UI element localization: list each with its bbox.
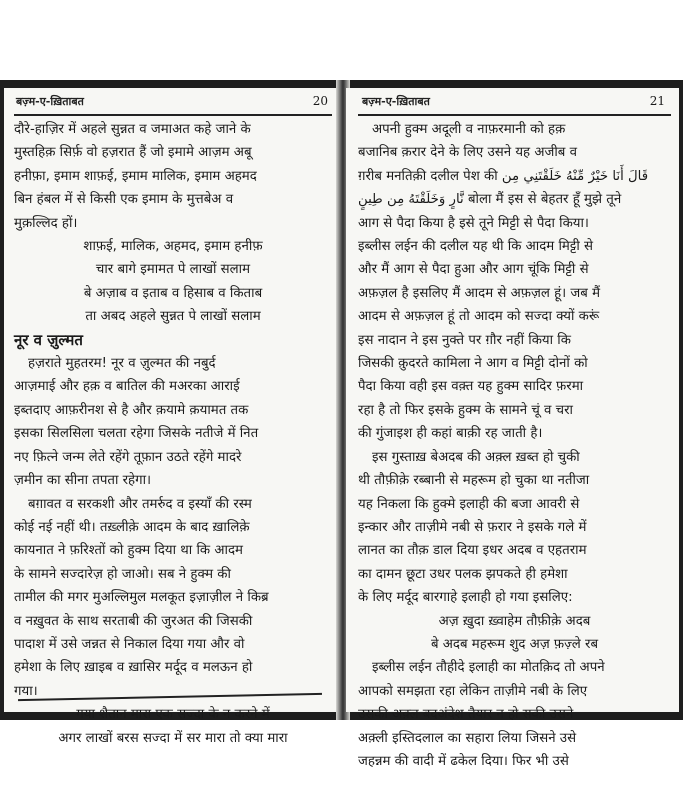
text-line: बग़ावत व सरकशी और तमर्रुद व इस्याँ की रस्म — [28, 496, 252, 512]
page-number: 21 — [649, 94, 665, 108]
left-page — [4, 88, 340, 746]
text-line: का दामन छूटा उधर पलक झपकते ही हमेशा — [358, 566, 568, 582]
text-line: हनीफ़ा, इमाम शाफ़ई, इमाम मालिक, इमाम अहमद — [14, 168, 257, 184]
text-line: पैदा किया वही इस वक़्त यह हुक्म सादिर फ़रमा — [358, 379, 584, 395]
text-line: तामील की मगर मुअल्लिमुल मलकूत इज़ाज़ील ने किब्र — [14, 590, 269, 606]
text-line: इन्कार और ताज़ीमे नबी से फ़रार ने इसके गले में — [358, 519, 587, 535]
text-line: आदम से अफ़ज़ल हूं तो आदम को सज्दा क्यों करूं — [358, 309, 600, 325]
verse-line: गया शैतान मारा एक सज्दा के न करने में — [76, 707, 270, 723]
text-line: نَّارٍ وَخَلَقْتَهُ مِن طِينٍ बोला मैं इस से बेहतर हूँ मुझे तूने — [358, 192, 622, 208]
text-line: गया। — [14, 683, 38, 699]
text-line: आग से पैदा किया है इसे तूने मिट्टी से पैदा किया। — [358, 215, 589, 231]
text-line: इब्लीस लईन तौहीदे इलाही का मोतक़िद तो अपने — [372, 660, 605, 676]
text-line: पादाश में उसे जन्नत से निकाल दिया गया और वो — [14, 636, 245, 652]
running-head: बज़्म-ए-ख़िताबत — [16, 95, 84, 108]
book-spread — [0, 80, 683, 769]
text-line: अक़्ली इस्तिदलाल का सहारा लिया जिसने उसे — [358, 730, 577, 746]
running-head: बज़्म-ए-ख़िताबत — [362, 95, 430, 108]
text-line: के सामने सज्दारेज़ हो जाओ। सब ने हुक्म की — [14, 566, 231, 582]
text-line: इस गुस्ताख़ बेअदब की अक़्ल ख़ब्त हो चुकी — [372, 449, 580, 465]
text-line: लानत का तौक़ डाल दिया इधर अदब व एहतराम — [358, 543, 587, 559]
text-line: आपको समझता रहा लेकिन ताज़ीमे नबी के लिए — [358, 683, 588, 699]
text-line: बिन हंबल में से किसी एक इमाम के मुत्तबेअ व — [14, 192, 234, 208]
right-page — [346, 88, 679, 769]
verse-line: बे अज़ाब व इताब व हिसाब व किताब — [83, 285, 263, 301]
section-heading: नूर व ज़ुल्मत — [14, 330, 83, 349]
text-line: यह निकला कि हुक्मे इलाही की बजा आवरी से — [358, 496, 580, 512]
verse-line: अगर लाखों बरस सज्दा में सर मारा तो क्या मारा — [58, 730, 288, 746]
text-line: मुक़ल्लिद हों। — [14, 215, 78, 231]
text-line: के लिए मर्दूद बारगाहे इलाही हो गया इसलिए: — [358, 590, 573, 606]
text-line: इब्तदाए आफ़रीनश से है और क़यामे क़यामत तक — [14, 402, 249, 418]
text-line: कोई नई नहीं थी। तख़्लीक़े आदम के बाद ख़ालिक़े — [14, 519, 250, 535]
text-line: उसकी अक़्ल बदअंदेश तैयार न हो सकी उसने — [358, 707, 574, 723]
text-line: ग़रीब मनतिक़ी दलील पेश की قَالَ أَنَا خَيْرٌ مِّنْهُ خَلَقْتَنِي مِن — [358, 168, 649, 184]
text-line: इसका सिलसिला चलता रहेगा जिसके नतीजे में नित — [14, 426, 259, 442]
text-line: मुस्तहिक़ सिर्फ़ वो हज़रात हैं जो इमामे आज़म अबू — [14, 145, 252, 161]
text-line: जहन्नम की वादी में ढकेल दिया। फिर भी उसे — [358, 753, 569, 769]
text-line: रहा है तो फिर इसके हुक्म के सामने चूं व चरा — [358, 402, 573, 418]
verse-line: ता अबद अहले सुन्नत पे लाखों सलाम — [85, 309, 261, 325]
page-number: 20 — [312, 94, 328, 108]
text-line: जिसकी क़ुदरते कामिला ने आग व मिट्टी दोनों को — [358, 356, 588, 372]
verse-line: बे अदब महरूम शुद अज़ फ़ज़्ले रब — [430, 636, 599, 652]
text-line: ज़मीन का सीना तपता रहेगा। — [14, 473, 152, 489]
text-line: कायनात ने फ़रिश्तों को हुक्म दिया था कि आदम — [14, 543, 243, 559]
text-line: बजानिब क़रार देने के लिए उसने यह अजीब व — [358, 145, 578, 161]
text-line: और मैं आग से पैदा हुआ और आग चूंकि मिट्टी से — [358, 262, 589, 278]
text-line: अफ़ज़ल है इसलिए मैं आदम से अफ़ज़ल हूं। जब मैं — [358, 285, 601, 301]
text-line: आज़माई और हक़ व बातिल की मअरका आराई — [14, 379, 240, 395]
text-line: हमेशा के लिए ख़ाइब व ख़ासिर मर्दूद व मलऊन हो — [14, 660, 253, 676]
text-line: व नख़ुवत के साथ सरताबी की जुरअत की जिसकी — [14, 613, 253, 629]
text-line: नए फ़ित्ने जन्म लेते रहेंगे तूफ़ान उठते रहेंगे मादरे — [14, 449, 242, 465]
verse-line: अज़ ख़ुदा ख़्वाहेम तौफ़ीक़े अदब — [438, 613, 591, 629]
text-line: इब्लीस लईन की दलील यह थी कि आदम मिट्टी से — [358, 239, 594, 255]
header-rule — [358, 114, 671, 116]
text-line: हज़राते मुहतरम! नूर व ज़ुल्मत की नबुर्द — [28, 356, 216, 372]
header-rule — [14, 114, 332, 116]
verse-line: शाफ़ई, मालिक, अहमद, इमाम हनीफ़ — [83, 239, 263, 255]
text-line: दौरे-हाज़िर में अहले सुन्नत व जमाअत कहे जाने के — [14, 122, 251, 137]
text-line: थी तौफ़ीक़े रब्बानी से महरूम हो चुका था नतीजा — [358, 473, 590, 489]
text-line: की गुंजाइश ही कहां बाक़ी रह जाती है। — [358, 426, 543, 442]
text-line: इस नादान ने इस नुक्ते पर ग़ौर नहीं किया कि — [358, 332, 571, 348]
text-line: अपनी हुक्म अदूली व नाफ़रमानी को हक़ — [372, 122, 566, 137]
verse-line: चार बागे इमामत पे लाखों सलाम — [95, 262, 251, 278]
